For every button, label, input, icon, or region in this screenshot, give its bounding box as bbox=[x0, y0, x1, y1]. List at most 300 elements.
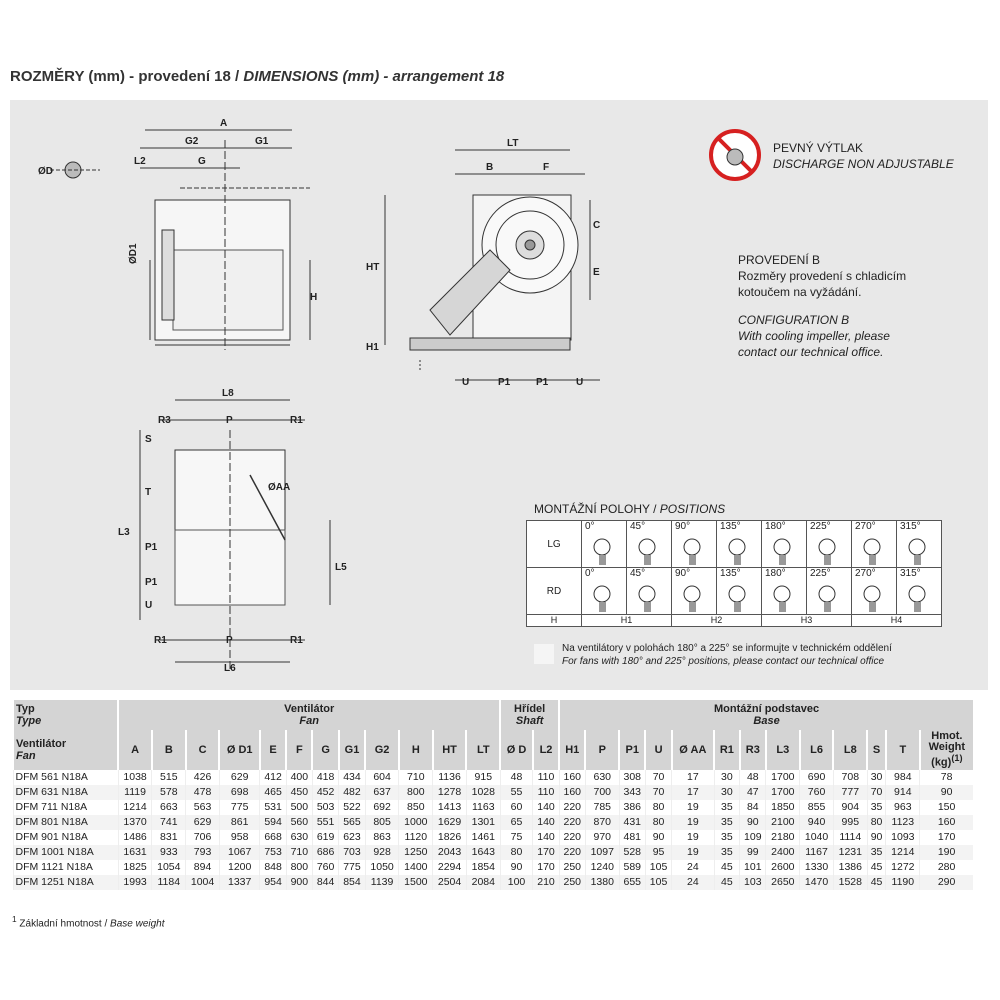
dim-a: A bbox=[220, 118, 228, 129]
value-cell: 90 bbox=[867, 830, 886, 845]
value-cell: 65 bbox=[500, 815, 533, 830]
col-header: G2 bbox=[365, 730, 399, 770]
value-cell: 1528 bbox=[833, 875, 867, 890]
value-cell: 655 bbox=[619, 875, 645, 890]
value-cell: 861 bbox=[219, 815, 260, 830]
table-row bbox=[13, 800, 973, 815]
value-cell: 1040 bbox=[800, 830, 834, 845]
value-cell: 290 bbox=[920, 875, 973, 890]
value-cell: 1337 bbox=[219, 875, 260, 890]
dim-l2: L2 bbox=[134, 156, 146, 167]
value-cell: 863 bbox=[365, 830, 399, 845]
value-cell: 1000 bbox=[399, 815, 433, 830]
value-cell: 831 bbox=[152, 830, 186, 845]
value-cell: 741 bbox=[152, 815, 186, 830]
value-cell: 933 bbox=[152, 845, 186, 860]
value-cell: 1114 bbox=[833, 830, 867, 845]
dim-od1: ØD1 bbox=[128, 243, 139, 264]
dim-f: F bbox=[543, 162, 550, 173]
value-cell: 19 bbox=[672, 830, 714, 845]
value-cell: 140 bbox=[533, 815, 559, 830]
pos-lg-0: 0° bbox=[582, 521, 627, 568]
value-cell: 2100 bbox=[766, 815, 800, 830]
value-cell: 70 bbox=[867, 785, 886, 800]
dim-c: C bbox=[593, 220, 601, 231]
dim-od: ØD bbox=[38, 166, 53, 177]
value-cell: 1250 bbox=[399, 845, 433, 860]
value-cell: 1826 bbox=[433, 830, 467, 845]
value-cell: 2650 bbox=[766, 875, 800, 890]
value-cell: 775 bbox=[339, 860, 365, 875]
value-cell: 594 bbox=[260, 815, 286, 830]
fan-icon bbox=[772, 535, 800, 565]
dim-p1-plan-a: P1 bbox=[145, 542, 158, 553]
value-cell: 1386 bbox=[833, 860, 867, 875]
value-cell: 101 bbox=[740, 860, 766, 875]
col-header: F bbox=[286, 730, 312, 770]
value-cell: 343 bbox=[619, 785, 645, 800]
value-cell: 984 bbox=[886, 770, 920, 785]
value-cell: 434 bbox=[339, 770, 365, 785]
value-cell: 84 bbox=[740, 800, 766, 815]
dimensions-table bbox=[12, 700, 973, 890]
fan-icon bbox=[592, 535, 620, 565]
dim-e: E bbox=[593, 267, 600, 278]
value-cell: 800 bbox=[399, 785, 433, 800]
value-cell: 210 bbox=[533, 875, 559, 890]
value-cell: 90 bbox=[740, 815, 766, 830]
value-cell: 1167 bbox=[800, 845, 834, 860]
fan-icon bbox=[592, 582, 620, 612]
value-cell: 160 bbox=[559, 785, 585, 800]
col-header: T bbox=[886, 730, 920, 770]
value-cell: 19 bbox=[672, 815, 714, 830]
value-cell: 914 bbox=[886, 785, 920, 800]
dim-h: H bbox=[310, 292, 318, 303]
value-cell: 170 bbox=[533, 845, 559, 860]
value-cell: 1004 bbox=[186, 875, 220, 890]
value-cell: 1825 bbox=[118, 860, 152, 875]
value-cell: 48 bbox=[500, 770, 533, 785]
value-cell: 280 bbox=[920, 860, 973, 875]
value-cell: 805 bbox=[365, 815, 399, 830]
col-header: Ø AA bbox=[672, 730, 714, 770]
value-cell: 1993 bbox=[118, 875, 152, 890]
value-cell: 426 bbox=[186, 770, 220, 785]
table-row bbox=[13, 830, 973, 845]
fan-icon bbox=[862, 535, 890, 565]
type-cell: DFM 1121 N18A bbox=[13, 860, 118, 875]
value-cell: 17 bbox=[672, 770, 714, 785]
dim-ht: HT bbox=[366, 262, 380, 273]
value-cell: 1067 bbox=[219, 845, 260, 860]
value-cell: 80 bbox=[867, 815, 886, 830]
fan-icon bbox=[772, 582, 800, 612]
lg-label: LG bbox=[527, 521, 582, 568]
value-cell: 481 bbox=[619, 830, 645, 845]
pos-lg-270: 270° bbox=[852, 521, 897, 568]
note-box bbox=[534, 644, 554, 664]
dim-t: T bbox=[145, 487, 152, 498]
fan-icon bbox=[682, 582, 710, 612]
pos-rd-0: 0° bbox=[582, 568, 627, 615]
value-cell: 710 bbox=[399, 770, 433, 785]
dim-r3: R3 bbox=[158, 415, 171, 426]
pos-rd-180: 180° bbox=[762, 568, 807, 615]
value-cell: 48 bbox=[740, 770, 766, 785]
value-cell: 1231 bbox=[833, 845, 867, 860]
col-header: L3 bbox=[766, 730, 800, 770]
value-cell: 629 bbox=[186, 815, 220, 830]
col-header: G1 bbox=[339, 730, 365, 770]
dim-g: G bbox=[198, 156, 206, 167]
dim-p-bottom: P bbox=[226, 635, 233, 646]
value-cell: 619 bbox=[312, 830, 338, 845]
dim-g2: G2 bbox=[185, 136, 199, 147]
value-cell: 528 bbox=[619, 845, 645, 860]
value-cell: 47 bbox=[740, 785, 766, 800]
value-cell: 668 bbox=[260, 830, 286, 845]
value-cell: 2400 bbox=[766, 845, 800, 860]
value-cell: 2043 bbox=[433, 845, 467, 860]
value-cell: 703 bbox=[339, 845, 365, 860]
value-cell: 2600 bbox=[766, 860, 800, 875]
table-row bbox=[13, 815, 973, 830]
value-cell: 686 bbox=[312, 845, 338, 860]
value-cell: 1413 bbox=[433, 800, 467, 815]
value-cell: 160 bbox=[920, 815, 973, 830]
pos-lg-135: 135° bbox=[717, 521, 762, 568]
value-cell: 1301 bbox=[466, 815, 500, 830]
value-cell: 904 bbox=[833, 800, 867, 815]
value-cell: 1200 bbox=[219, 860, 260, 875]
type-col-header: Ventilátor Fan bbox=[13, 730, 118, 770]
group-h1: H1 bbox=[582, 615, 672, 627]
value-cell: 894 bbox=[186, 860, 220, 875]
value-cell: 2294 bbox=[433, 860, 467, 875]
table-row bbox=[13, 875, 973, 890]
value-cell: 110 bbox=[533, 770, 559, 785]
value-cell: 140 bbox=[533, 800, 559, 815]
value-cell: 1278 bbox=[433, 785, 467, 800]
value-cell: 35 bbox=[714, 830, 740, 845]
value-cell: 637 bbox=[365, 785, 399, 800]
dim-l8: L8 bbox=[222, 388, 234, 399]
col-header: A bbox=[118, 730, 152, 770]
type-cell: DFM 1001 N18A bbox=[13, 845, 118, 860]
value-cell: 80 bbox=[645, 815, 671, 830]
col-header: H bbox=[399, 730, 433, 770]
fan-icon bbox=[727, 535, 755, 565]
pos-rd-45: 45° bbox=[627, 568, 672, 615]
group-h3: H3 bbox=[762, 615, 852, 627]
pos-rd-225: 225° bbox=[807, 568, 852, 615]
value-cell: 19 bbox=[672, 800, 714, 815]
value-cell: 90 bbox=[500, 860, 533, 875]
value-cell: 30 bbox=[714, 770, 740, 785]
value-cell: 589 bbox=[619, 860, 645, 875]
value-cell: 1700 bbox=[766, 770, 800, 785]
col-header: P bbox=[585, 730, 619, 770]
value-cell: 1038 bbox=[118, 770, 152, 785]
value-cell: 1380 bbox=[585, 875, 619, 890]
dim-b: B bbox=[486, 162, 494, 173]
col-header: L6 bbox=[800, 730, 834, 770]
value-cell: 954 bbox=[260, 875, 286, 890]
fan-icon bbox=[862, 582, 890, 612]
dim-s: S bbox=[145, 434, 152, 445]
value-cell: 692 bbox=[365, 800, 399, 815]
value-cell: 1272 bbox=[886, 860, 920, 875]
value-cell: 848 bbox=[260, 860, 286, 875]
value-cell: 928 bbox=[365, 845, 399, 860]
value-cell: 515 bbox=[152, 770, 186, 785]
value-cell: 970 bbox=[585, 830, 619, 845]
value-cell: 522 bbox=[339, 800, 365, 815]
value-cell: 940 bbox=[800, 815, 834, 830]
value-cell: 604 bbox=[365, 770, 399, 785]
dim-h1: H1 bbox=[366, 342, 379, 353]
value-cell: 478 bbox=[186, 785, 220, 800]
col-header: Ø D bbox=[500, 730, 533, 770]
value-cell: 90 bbox=[920, 785, 973, 800]
pos-lg-315: 315° bbox=[897, 521, 942, 568]
value-cell: 465 bbox=[260, 785, 286, 800]
value-cell: 1097 bbox=[585, 845, 619, 860]
value-cell: 35 bbox=[714, 845, 740, 860]
value-cell: 1240 bbox=[585, 860, 619, 875]
value-cell: 1486 bbox=[118, 830, 152, 845]
discharge-note bbox=[773, 140, 954, 172]
value-cell: 760 bbox=[800, 785, 834, 800]
col-header: L8 bbox=[833, 730, 867, 770]
value-cell: 708 bbox=[833, 770, 867, 785]
value-cell: 35 bbox=[714, 815, 740, 830]
dim-u-right: U bbox=[576, 377, 584, 388]
value-cell: 1190 bbox=[886, 875, 920, 890]
discharge-en: DISCHARGE NON ADJUSTABLE bbox=[773, 157, 954, 171]
value-cell: 1214 bbox=[886, 845, 920, 860]
col-header: H1 bbox=[559, 730, 585, 770]
value-cell: 95 bbox=[645, 845, 671, 860]
value-cell: 2504 bbox=[433, 875, 467, 890]
dim-p1-right: P1 bbox=[536, 377, 549, 388]
fan-icon bbox=[682, 535, 710, 565]
base-group-header: Montážní podstavec Base bbox=[559, 700, 973, 730]
value-cell: 220 bbox=[559, 815, 585, 830]
shaft-group-header: Hřídel Shaft bbox=[500, 700, 559, 730]
value-cell: 19 bbox=[672, 845, 714, 860]
value-cell: 452 bbox=[312, 785, 338, 800]
col-header: U bbox=[645, 730, 671, 770]
value-cell: 220 bbox=[559, 845, 585, 860]
value-cell: 431 bbox=[619, 815, 645, 830]
value-cell: 109 bbox=[740, 830, 766, 845]
page-title: ROZMĚRY (mm) - provedení 18 / DIMENSIONS (mm) - arrangement 18 bbox=[10, 68, 505, 85]
dim-l6: L6 bbox=[224, 663, 236, 674]
value-cell: 958 bbox=[219, 830, 260, 845]
footnote: $^1$ Základní hmotnost / Base weight bbox=[12, 914, 165, 930]
dim-p1-left: P1 bbox=[498, 377, 511, 388]
value-cell: 250 bbox=[559, 860, 585, 875]
table-row bbox=[13, 845, 973, 860]
value-cell: 1631 bbox=[118, 845, 152, 860]
value-cell: 995 bbox=[833, 815, 867, 830]
col-header: S bbox=[867, 730, 886, 770]
pos-lg-90: 90° bbox=[672, 521, 717, 568]
value-cell: 220 bbox=[559, 830, 585, 845]
fan-icon bbox=[817, 582, 845, 612]
value-cell: 35 bbox=[714, 800, 740, 815]
col-header: L2 bbox=[533, 730, 559, 770]
pos-rd-90: 90° bbox=[672, 568, 717, 615]
value-cell: 1123 bbox=[886, 815, 920, 830]
value-cell: 386 bbox=[619, 800, 645, 815]
fan-icon bbox=[907, 582, 935, 612]
value-cell: 663 bbox=[152, 800, 186, 815]
value-cell: 1184 bbox=[152, 875, 186, 890]
positions-note: Na ventilátory v polohách 180° a 225° se informujte v technickém oddělení For fans with 180° and 225° positions, please contact our technical office bbox=[562, 643, 892, 667]
value-cell: 623 bbox=[339, 830, 365, 845]
typ-header: Typ Type bbox=[13, 700, 118, 730]
value-cell: 800 bbox=[286, 860, 312, 875]
value-cell: 17 bbox=[672, 785, 714, 800]
value-cell: 1643 bbox=[466, 845, 500, 860]
value-cell: 150 bbox=[920, 800, 973, 815]
fan-icon bbox=[637, 582, 665, 612]
value-cell: 1330 bbox=[800, 860, 834, 875]
value-cell: 775 bbox=[219, 800, 260, 815]
dim-l3: L3 bbox=[118, 527, 130, 538]
value-cell: 629 bbox=[219, 770, 260, 785]
value-cell: 220 bbox=[559, 800, 585, 815]
type-cell: DFM 631 N18A bbox=[13, 785, 118, 800]
value-cell: 250 bbox=[559, 875, 585, 890]
value-cell: 710 bbox=[286, 845, 312, 860]
value-cell: 1700 bbox=[766, 785, 800, 800]
col-header: B bbox=[152, 730, 186, 770]
value-cell: 560 bbox=[286, 815, 312, 830]
value-cell: 103 bbox=[740, 875, 766, 890]
value-cell: 915 bbox=[466, 770, 500, 785]
col-header: R1 bbox=[714, 730, 740, 770]
value-cell: 1119 bbox=[118, 785, 152, 800]
value-cell: 190 bbox=[920, 845, 973, 860]
value-cell: 1050 bbox=[365, 860, 399, 875]
value-cell: 500 bbox=[286, 800, 312, 815]
value-cell: 160 bbox=[559, 770, 585, 785]
value-cell: 140 bbox=[533, 830, 559, 845]
value-cell: 531 bbox=[260, 800, 286, 815]
value-cell: 110 bbox=[533, 785, 559, 800]
value-cell: 80 bbox=[645, 800, 671, 815]
value-cell: 30 bbox=[867, 770, 886, 785]
group-h2: H2 bbox=[672, 615, 762, 627]
value-cell: 170 bbox=[533, 860, 559, 875]
value-cell: 1850 bbox=[766, 800, 800, 815]
value-cell: 565 bbox=[339, 815, 365, 830]
value-cell: 777 bbox=[833, 785, 867, 800]
pos-lg-180: 180° bbox=[762, 521, 807, 568]
value-cell: 760 bbox=[312, 860, 338, 875]
value-cell: 30 bbox=[714, 785, 740, 800]
dim-r1-top: R1 bbox=[290, 415, 303, 426]
value-cell: 844 bbox=[312, 875, 338, 890]
value-cell: 75 bbox=[500, 830, 533, 845]
value-cell: 99 bbox=[740, 845, 766, 860]
value-cell: 706 bbox=[186, 830, 220, 845]
pos-lg-45: 45° bbox=[627, 521, 672, 568]
value-cell: 850 bbox=[399, 800, 433, 815]
value-cell: 785 bbox=[585, 800, 619, 815]
dim-u-left: U bbox=[462, 377, 470, 388]
value-cell: 700 bbox=[585, 785, 619, 800]
col-header: E bbox=[260, 730, 286, 770]
positions-title: MONTÁŽNÍ POLOHY / POSITIONS bbox=[534, 502, 726, 516]
value-cell: 1093 bbox=[886, 830, 920, 845]
table-row bbox=[13, 860, 973, 875]
dim-u-plan: U bbox=[145, 600, 153, 611]
value-cell: 630 bbox=[286, 830, 312, 845]
pos-rd-315: 315° bbox=[897, 568, 942, 615]
type-cell: DFM 561 N18A bbox=[13, 770, 118, 785]
value-cell: 1629 bbox=[433, 815, 467, 830]
value-cell: 70 bbox=[645, 785, 671, 800]
table-row bbox=[13, 785, 973, 800]
dim-g1: G1 bbox=[255, 136, 269, 147]
dim-lt: LT bbox=[507, 138, 519, 149]
discharge-cz: PEVNÝ VÝTLAK bbox=[773, 141, 864, 155]
value-cell: 90 bbox=[645, 830, 671, 845]
fan-icon bbox=[817, 535, 845, 565]
value-cell: 855 bbox=[800, 800, 834, 815]
value-cell: 1139 bbox=[365, 875, 399, 890]
value-cell: 45 bbox=[867, 875, 886, 890]
value-cell: 418 bbox=[312, 770, 338, 785]
rd-label: RD bbox=[527, 568, 582, 615]
col-header: LT bbox=[466, 730, 500, 770]
value-cell: 563 bbox=[186, 800, 220, 815]
value-cell: 503 bbox=[312, 800, 338, 815]
value-cell: 24 bbox=[672, 875, 714, 890]
value-cell: 170 bbox=[920, 830, 973, 845]
value-cell: 105 bbox=[645, 860, 671, 875]
value-cell: 630 bbox=[585, 770, 619, 785]
col-header: HT bbox=[433, 730, 467, 770]
col-header: Ø D1 bbox=[219, 730, 260, 770]
dim-r1-bottom-left: R1 bbox=[154, 635, 167, 646]
group-h4: H4 bbox=[852, 615, 942, 627]
fan-icon bbox=[907, 535, 935, 565]
value-cell: 2180 bbox=[766, 830, 800, 845]
value-cell: 412 bbox=[260, 770, 286, 785]
value-cell: 870 bbox=[585, 815, 619, 830]
col-header: G bbox=[312, 730, 338, 770]
value-cell: 793 bbox=[186, 845, 220, 860]
value-cell: 1461 bbox=[466, 830, 500, 845]
value-cell: 45 bbox=[714, 860, 740, 875]
value-cell: 308 bbox=[619, 770, 645, 785]
value-cell: 578 bbox=[152, 785, 186, 800]
pos-rd-270: 270° bbox=[852, 568, 897, 615]
value-cell: 105 bbox=[645, 875, 671, 890]
value-cell: 80 bbox=[500, 845, 533, 860]
value-cell: 551 bbox=[312, 815, 338, 830]
weight-col-header: Hmot. Weight (kg)$^{(1)}$ bbox=[920, 730, 973, 770]
value-cell: 100 bbox=[500, 875, 533, 890]
value-cell: 1400 bbox=[399, 860, 433, 875]
value-cell: 24 bbox=[672, 860, 714, 875]
